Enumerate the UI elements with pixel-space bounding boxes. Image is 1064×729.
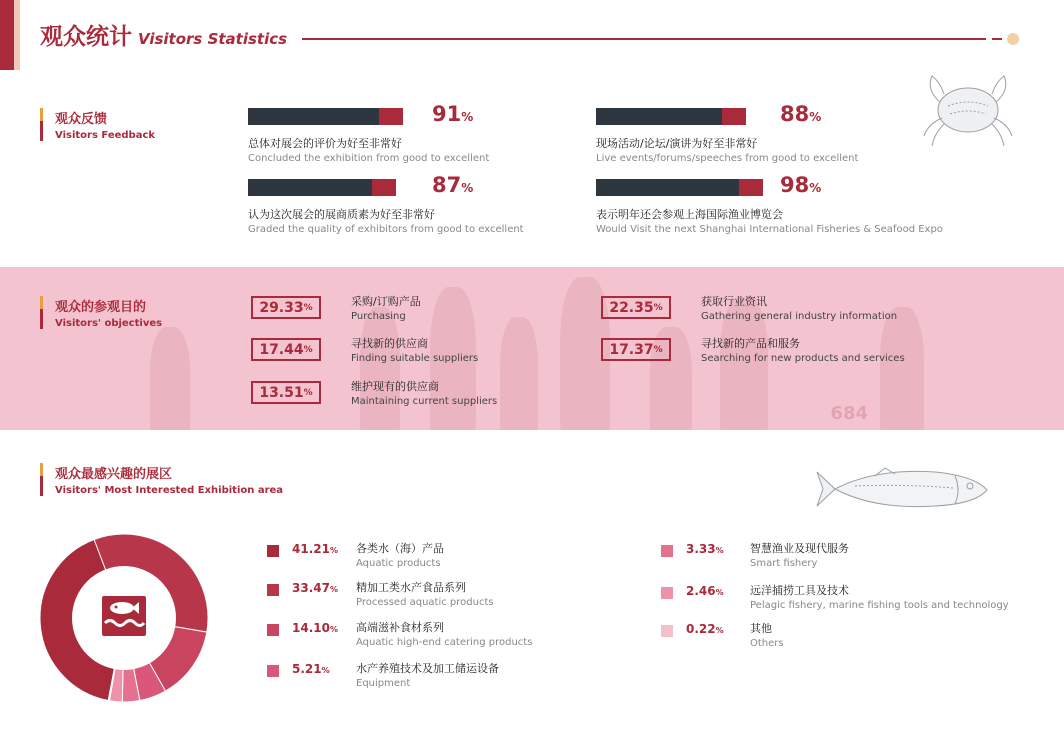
legend-text-cn: 智慧渔业及现代服务	[750, 542, 849, 555]
legend-percent-unit: %	[715, 588, 724, 597]
page-title-cn: 观众统计	[40, 24, 132, 50]
crowd-silhouette	[360, 307, 400, 430]
feedback-bar-dark	[596, 179, 739, 196]
objective-percent-box	[601, 338, 671, 361]
legend-text-en: Pelagic fishery, marine fishing tools and technology	[750, 600, 1009, 611]
legend-swatch	[661, 545, 673, 557]
legend-percent	[686, 622, 748, 636]
legend-text	[356, 579, 494, 608]
feedback-percent	[780, 102, 821, 126]
feedback-percent	[780, 173, 821, 197]
objective-percent-box	[601, 296, 671, 319]
legend-percent-value: 0.22	[686, 622, 716, 636]
legend-percent-value: 2.46	[686, 584, 716, 598]
page-title	[40, 18, 287, 51]
title-dash	[992, 38, 1002, 40]
feedback-bar	[596, 173, 822, 197]
legend-percent-value: 5.21	[292, 662, 322, 676]
objective-percent-value: 22.35	[609, 299, 654, 316]
objective-text-en: Maintaining current suppliers	[351, 396, 498, 407]
legend-text	[356, 619, 532, 648]
objective-text-en: Gathering general industry information	[701, 311, 898, 322]
objective-text-en: Searching for new products and services	[701, 353, 905, 364]
objective-text-en: Purchasing	[351, 311, 406, 322]
legend-text-en: Equipment	[356, 678, 411, 689]
legend-text-en: Aquatic products	[356, 558, 441, 569]
legend-percent	[292, 621, 354, 635]
legend-percent-value: 41.21	[292, 542, 330, 556]
legend-item	[267, 579, 494, 608]
legend-swatch	[267, 665, 279, 677]
interest-area-donut-chart	[38, 532, 210, 704]
title-dot	[1007, 33, 1019, 45]
feedback-bar-dark	[248, 179, 372, 196]
legend-percent-unit: %	[329, 585, 338, 594]
feedback-bar-dark	[596, 108, 722, 125]
objective-percent-unit: %	[303, 302, 313, 313]
feedback-percent-unit: %	[809, 181, 822, 195]
objective-percent-unit: %	[653, 344, 663, 355]
feedback-bar-red	[379, 108, 403, 125]
legend-swatch	[267, 624, 279, 636]
feedback-bar	[248, 102, 474, 126]
legend-item	[267, 540, 444, 569]
areas-label-cn: 观众最感兴趣的展区	[55, 467, 173, 482]
feedback-text-cn: 现场活动/论坛/演讲为好至非常好	[596, 137, 758, 150]
legend-item	[267, 660, 499, 689]
objective-item	[251, 338, 478, 364]
legend-text-cn: 精加工类水产食品系列	[356, 581, 466, 594]
feedback-item	[248, 173, 598, 235]
objective-percent-value: 17.37	[609, 341, 654, 358]
objective-text-cn: 采购/订购产品	[351, 295, 421, 308]
corner-accent-bar	[0, 0, 14, 70]
legend-swatch	[267, 545, 279, 557]
crowd-silhouette	[500, 317, 538, 430]
legend-text	[750, 540, 849, 569]
page-title-en: Visitors Statistics	[138, 30, 288, 48]
feedback-percent-value: 87	[432, 173, 462, 197]
legend-percent	[686, 542, 748, 556]
objectives-label-cn: 观众的参观目的	[55, 300, 147, 315]
legend-percent	[292, 581, 354, 595]
feedback-percent-unit: %	[461, 181, 474, 195]
objective-text-en: Finding suitable suppliers	[351, 353, 479, 364]
legend-item	[267, 619, 532, 648]
feedback-label-cn: 观众反馈	[55, 112, 108, 127]
legend-percent-unit: %	[715, 546, 724, 555]
legend-item	[661, 540, 849, 569]
objective-text	[351, 335, 478, 364]
feedback-item	[248, 102, 598, 164]
objectives-label-en: Visitors' objectives	[55, 318, 163, 329]
objective-item	[251, 296, 421, 322]
legend-item	[661, 582, 1009, 611]
legend-percent-value: 14.10	[292, 621, 330, 635]
legend-text-cn: 其他	[750, 622, 772, 635]
legend-text-en: Processed aquatic products	[356, 597, 494, 608]
feedback-bar-red	[372, 179, 396, 196]
objective-text	[701, 293, 897, 322]
legend-item	[661, 620, 784, 649]
legend-text	[750, 582, 1009, 611]
legend-text-en: Others	[750, 638, 784, 649]
objective-percent-unit: %	[303, 387, 313, 398]
objective-text-cn: 寻找新的产品和服务	[701, 337, 800, 350]
objective-text	[351, 378, 497, 407]
crowd-silhouette	[880, 307, 924, 430]
objective-percent-value: 13.51	[259, 384, 304, 401]
legend-text	[356, 540, 444, 569]
objective-text-cn: 获取行业资讯	[701, 295, 767, 308]
feedback-text-en: Would Visit the next Shanghai International Fisheries & Seafood Expo	[596, 224, 943, 235]
legend-swatch	[267, 584, 279, 596]
feedback-percent	[432, 173, 473, 197]
legend-text-cn: 高端滋补食材系列	[356, 621, 444, 634]
objective-text	[701, 335, 905, 364]
feedback-text-cn: 表示明年还会参观上海国际渔业博览会	[596, 208, 783, 221]
legend-text-cn: 各类水（海）产品	[356, 542, 444, 555]
objective-percent-box	[251, 381, 321, 404]
legend-percent-unit: %	[321, 666, 330, 675]
legend-text-cn: 远洋捕捞工具及技术	[750, 584, 849, 597]
legend-swatch	[661, 625, 673, 637]
feedback-bar	[596, 102, 822, 126]
legend-percent-unit: %	[329, 625, 338, 634]
legend-text-en: Aquatic high-end catering products	[356, 637, 533, 648]
feedback-label-en: Visitors Feedback	[55, 130, 156, 141]
legend-percent-value: 33.47	[292, 581, 330, 595]
objective-percent-box	[251, 338, 321, 361]
feedback-percent-unit: %	[809, 110, 822, 124]
objective-percent-value: 17.44	[259, 341, 304, 358]
feedback-text-en: Concluded the exhibition from good to excellent	[248, 153, 490, 164]
feedback-item	[596, 102, 946, 164]
areas-section-label	[40, 463, 283, 496]
fish-wave-logo-icon	[102, 596, 146, 636]
feedback-bar-dark	[248, 108, 379, 125]
legend-text	[750, 620, 784, 649]
fish-illustration	[815, 466, 991, 512]
objective-percent-unit: %	[303, 344, 313, 355]
objectives-section-label	[40, 296, 162, 329]
feedback-bar	[248, 173, 474, 197]
feedback-text-en: Live events/forums/speeches from good to excellent	[596, 153, 859, 164]
feedback-percent	[432, 102, 473, 126]
legend-percent-unit: %	[715, 626, 724, 635]
objective-percent-box	[251, 296, 321, 319]
legend-swatch	[661, 587, 673, 599]
legend-percent	[292, 662, 354, 676]
feedback-section-label	[40, 108, 155, 141]
objective-text	[351, 293, 421, 322]
feedback-bar-red	[739, 179, 763, 196]
objective-text-cn: 寻找新的供应商	[351, 337, 428, 350]
background-sign-number: 684	[830, 403, 868, 424]
feedback-text-cn: 总体对展会的评价为好至非常好	[248, 137, 402, 150]
feedback-item	[596, 173, 946, 235]
legend-text-cn: 水产养殖技术及加工储运设备	[356, 662, 499, 675]
objective-item	[601, 296, 897, 322]
feedback-bar-red	[722, 108, 746, 125]
objective-item	[251, 381, 497, 407]
corner-accent-bar-light	[14, 0, 20, 70]
feedback-text-en: Graded the quality of exhibitors from good to excellent	[248, 224, 524, 235]
legend-percent	[686, 584, 748, 598]
legend-text-en: Smart fishery	[750, 558, 818, 569]
feedback-percent-value: 98	[780, 173, 810, 197]
objective-text-cn: 维护现有的供应商	[351, 380, 439, 393]
objective-item	[601, 338, 905, 364]
legend-percent-unit: %	[329, 546, 338, 555]
title-rule	[302, 38, 986, 40]
objective-percent-value: 29.33	[259, 299, 304, 316]
feedback-text-cn: 认为这次展会的展商质素为好至非常好	[248, 208, 435, 221]
areas-label-en: Visitors' Most Interested Exhibition area	[55, 485, 284, 496]
legend-text	[356, 660, 499, 689]
feedback-percent-value: 91	[432, 102, 462, 126]
objective-percent-unit: %	[653, 302, 663, 313]
feedback-percent-value: 88	[780, 102, 810, 126]
legend-percent-value: 3.33	[686, 542, 716, 556]
feedback-percent-unit: %	[461, 110, 474, 124]
legend-percent	[292, 542, 354, 556]
crowd-silhouette	[150, 327, 190, 430]
